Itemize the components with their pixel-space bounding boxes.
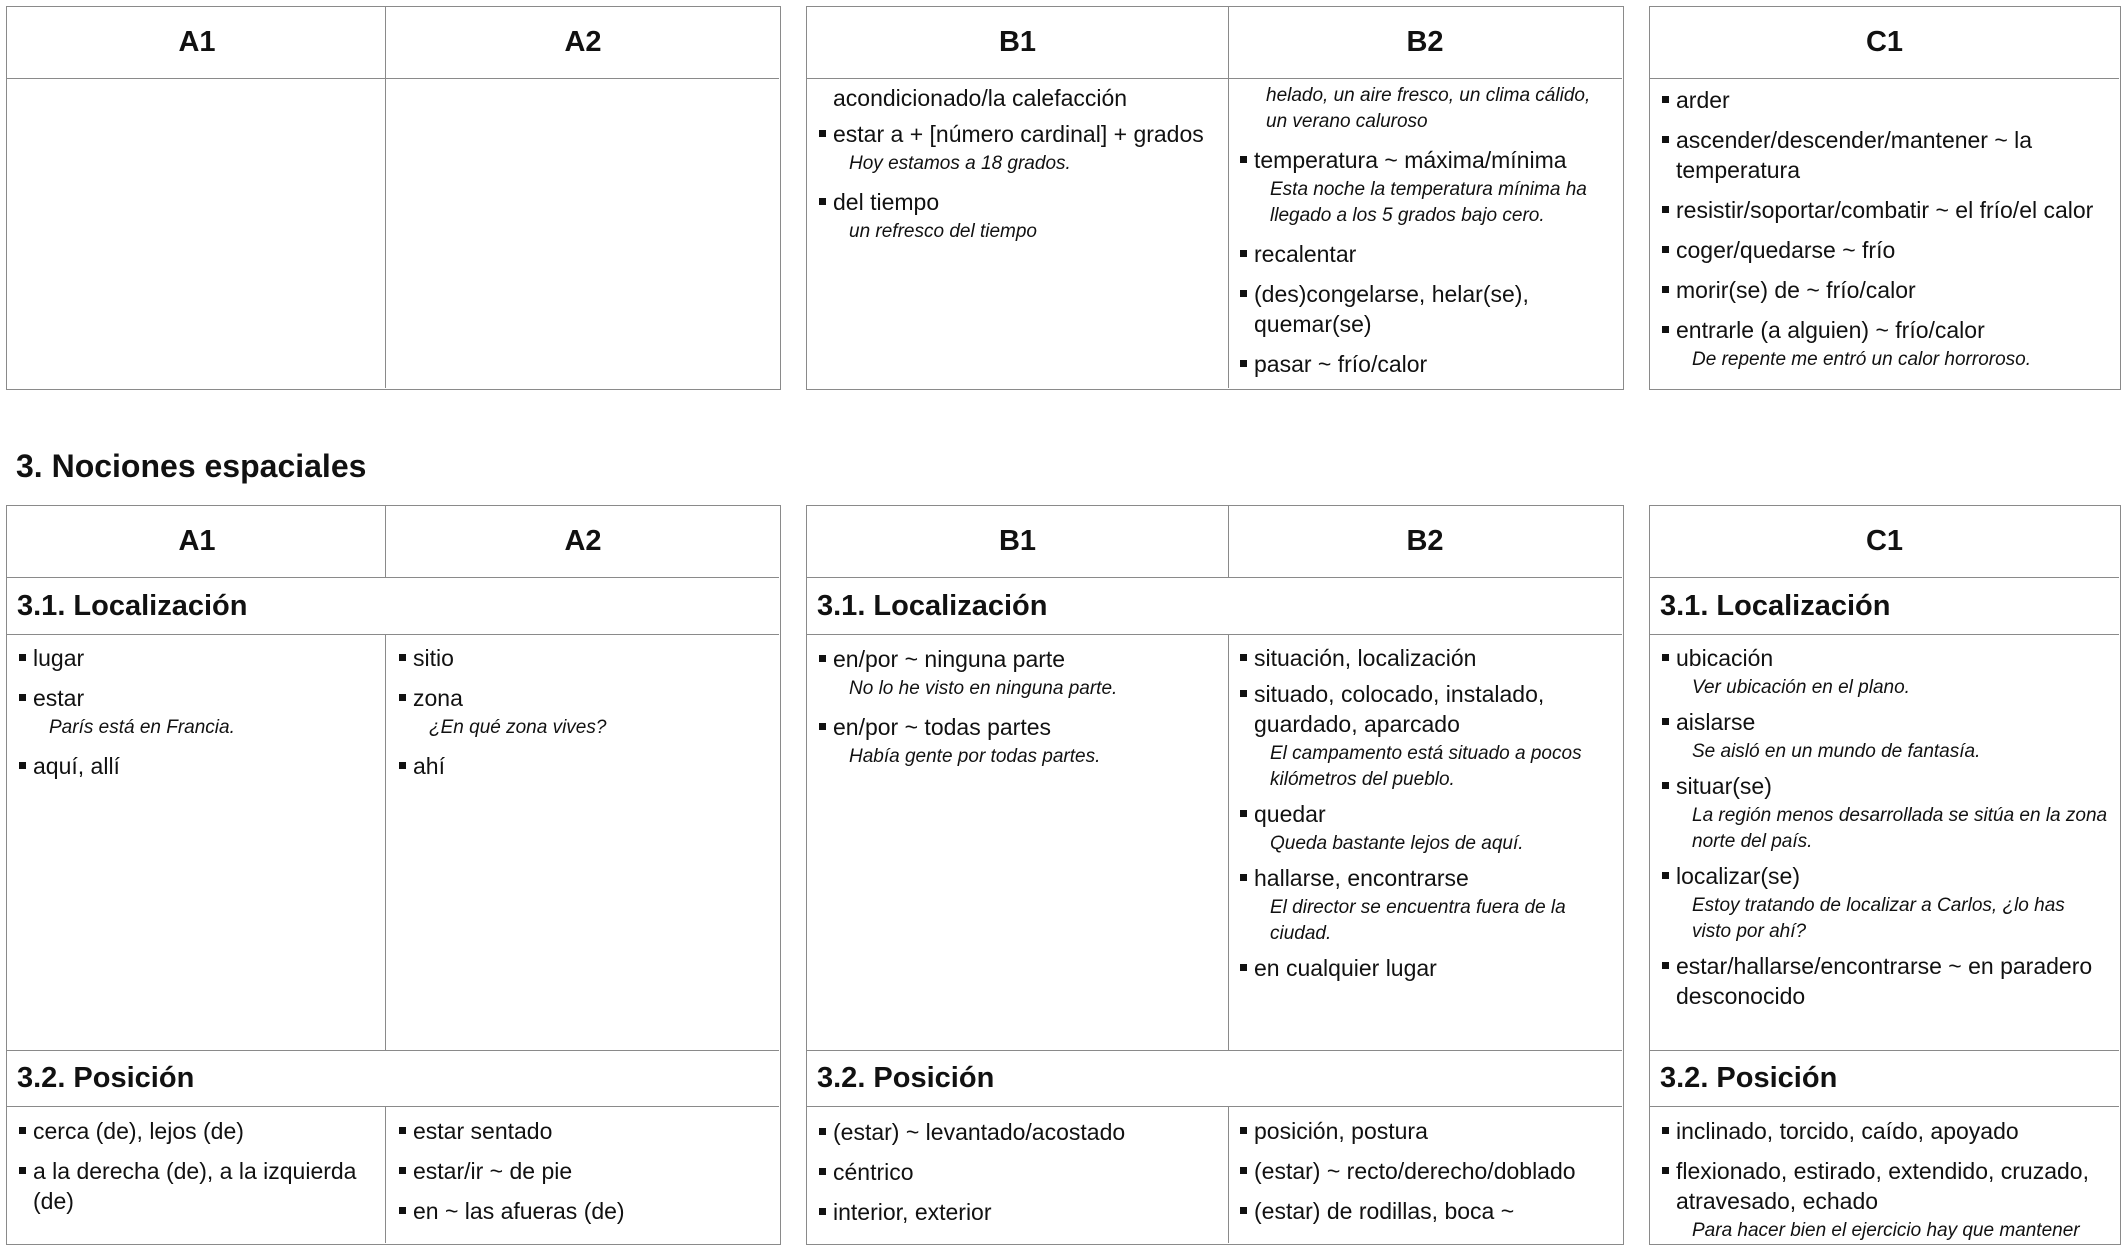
example: De repente me entró un calor horroroso. xyxy=(1692,349,2032,370)
top-table-a xyxy=(6,6,781,390)
bottom-table-b xyxy=(806,505,1624,1245)
divider xyxy=(385,506,386,578)
header-a2: A2 xyxy=(387,7,779,79)
list-item: situar(se) La región menos desarrollada se sitúa en la zona norte del país. xyxy=(1660,771,2109,855)
list-item: ascender/descender/mantener ~ la temperatura xyxy=(1660,125,2109,185)
list-item: inclinado, torcido, caído, apoyado xyxy=(1660,1116,2109,1146)
list-item: aislarse Se aisló en un mundo de fantasía. xyxy=(1660,707,2109,765)
subheading-localizacion: 3.1. Localización xyxy=(1660,589,1891,622)
pos-a1-cell xyxy=(7,1116,385,1243)
list-item: coger/quedarse ~ frío xyxy=(1660,235,2109,265)
list-item: estar/ir ~ de pie xyxy=(397,1156,769,1186)
list-item: arder xyxy=(1660,85,2109,115)
divider xyxy=(1650,1106,2119,1107)
list-item: hallarse, encontrarse El director se encuentra fuera de la ciudad. xyxy=(1238,863,1612,947)
subheading-posicion: 3.2. Posición xyxy=(817,1061,995,1094)
list-item: estar sentado xyxy=(397,1116,769,1146)
bottom-table-c xyxy=(1649,505,2121,1245)
loc-a1-cell xyxy=(7,643,385,1043)
list-item: (des)congelarse, helar(se), quemar(se) xyxy=(1238,279,1612,339)
list-item: del tiempo un refresco del tiempo xyxy=(817,187,1218,245)
top-table-b xyxy=(806,6,1624,390)
example: Ver ubicación en el plano. xyxy=(1692,677,1910,698)
loc-c1-cell xyxy=(1650,643,2119,1050)
list-item: posición, postura xyxy=(1238,1116,1612,1146)
header-b1: B1 xyxy=(807,7,1228,79)
header-c1: C1 xyxy=(1650,7,2119,79)
pos-a2-cell xyxy=(387,1116,779,1243)
list-item: resistir/soportar/combatir ~ el frío/el calor xyxy=(1660,195,2109,225)
list-item: situado, colocado, instalado, guardado, aparcado El campamento está situado a pocos kilómetros del pueblo. xyxy=(1238,679,1612,793)
list-item: (estar) ~ levantado/acostado xyxy=(817,1117,1218,1147)
example: París está en Francia. xyxy=(49,717,235,738)
divider xyxy=(385,7,386,388)
divider xyxy=(7,634,779,635)
divider xyxy=(1650,634,2119,635)
list-item: ubicación Ver ubicación en el plano. xyxy=(1660,643,2109,701)
list-item: zona ¿En qué zona vives? xyxy=(397,683,769,741)
divider xyxy=(7,1106,779,1107)
divider xyxy=(385,1106,386,1243)
list-item: cerca (de), lejos (de) xyxy=(17,1116,375,1146)
list-item: morir(se) de ~ frío/calor xyxy=(1660,275,2109,305)
list-item: en/por ~ ninguna parte No lo he visto en ninguna parte. xyxy=(817,644,1218,702)
list-item: temperatura ~ máxima/mínima Esta noche la temperatura mínima ha llegado a los 5 grados bajo cero. xyxy=(1238,145,1612,229)
example: La región menos desarrollada se sitúa en la zona norte del país. xyxy=(1692,805,2108,852)
list-item: estar a + [número cardinal] + grados Hoy estamos a 18 grados. xyxy=(817,119,1218,177)
pos-b1-cell xyxy=(807,1117,1228,1243)
top-c1-cell xyxy=(1650,85,2119,388)
list-item: flexionado, estirado, extendido, cruzado, atravesado, echado Para hacer bien el ejercicio hay que mantener xyxy=(1660,1156,2109,1243)
list-item: sitio xyxy=(397,643,769,673)
pos-c1-cell xyxy=(1650,1116,2119,1243)
example: Se aisló en un mundo de fantasía. xyxy=(1692,741,1981,762)
divider xyxy=(385,634,386,1050)
list-item: estar/hallarse/encontrarse ~ en paradero desconocido xyxy=(1660,951,2109,1011)
section-title: 3. Nociones espaciales xyxy=(16,448,367,484)
divider xyxy=(807,1106,1622,1107)
list-item: a la derecha (de), a la izquierda (de) xyxy=(17,1156,375,1216)
example: Hoy estamos a 18 grados. xyxy=(849,153,1071,174)
list-item: céntrico xyxy=(817,1157,1218,1187)
list-item: pasar ~ frío/calor xyxy=(1238,349,1612,379)
header-c1: C1 xyxy=(1650,506,2119,578)
list-item: ahí xyxy=(397,751,769,781)
loc-b2-cell xyxy=(1228,643,1622,1048)
bottom-table-a xyxy=(6,505,781,1245)
subheading-localizacion: 3.1. Localización xyxy=(17,589,248,622)
example: ¿En qué zona vives? xyxy=(429,717,607,738)
loc-b1-cell xyxy=(807,644,1228,1044)
list-item: situación, localización xyxy=(1238,643,1612,673)
list-item: estar París está en Francia. xyxy=(17,683,375,741)
list-item: interior, exterior xyxy=(817,1197,1218,1227)
list-item: quedar Queda bastante lejos de aquí. xyxy=(1238,799,1612,857)
list-item: en cualquier lugar xyxy=(1238,953,1612,983)
header-b1: B1 xyxy=(807,506,1228,578)
example: No lo he visto en ninguna parte. xyxy=(849,678,1118,699)
example: El campamento está situado a pocos kilómetros del pueblo. xyxy=(1270,743,1582,790)
header-a1: A1 xyxy=(7,7,387,79)
example: Estoy tratando de localizar a Carlos, ¿lo has visto por ahí? xyxy=(1692,895,2065,942)
list-item: (estar) de rodillas, boca ~ xyxy=(1238,1196,1612,1226)
example: un refresco del tiempo xyxy=(849,221,1037,242)
list-item: en ~ las afueras (de) xyxy=(397,1196,769,1226)
list-item: (estar) ~ recto/derecho/doblado xyxy=(1238,1156,1612,1186)
top-table-c xyxy=(1649,6,2121,390)
top-b2-cell xyxy=(1228,83,1622,388)
divider xyxy=(1228,506,1229,578)
subheading-localizacion: 3.1. Localización xyxy=(817,589,1048,622)
divider xyxy=(807,634,1622,635)
list-item: lugar xyxy=(17,643,375,673)
header-b2: B2 xyxy=(1228,506,1622,578)
loc-a2-cell xyxy=(387,643,779,1043)
pos-b2-cell xyxy=(1228,1116,1622,1243)
continued-example: helado, un aire fresco, un clima cálido, un verano caluroso xyxy=(1266,85,1591,132)
example: Había gente por todas partes. xyxy=(849,746,1101,767)
list-item: en/por ~ todas partes Había gente por todas partes. xyxy=(817,712,1218,770)
example: Para hacer bien el ejercicio hay que mantener xyxy=(1692,1220,2080,1241)
continued-text: acondicionado/la calefacción xyxy=(833,85,1128,111)
subheading-posicion: 3.2. Posición xyxy=(17,1061,195,1094)
list-item: recalentar xyxy=(1238,239,1612,269)
top-b1-cell xyxy=(807,83,1228,388)
header-a2: A2 xyxy=(387,506,779,578)
header-b2: B2 xyxy=(1228,7,1622,79)
example: Esta noche la temperatura mínima ha llegado a los 5 grados bajo cero. xyxy=(1270,179,1587,226)
list-item: localizar(se) Estoy tratando de localizar a Carlos, ¿lo has visto por ahí? xyxy=(1660,861,2109,945)
list-item: entrarle (a alguien) ~ frío/calor De repente me entró un calor horroroso. xyxy=(1660,315,2109,373)
header-a1: A1 xyxy=(7,506,387,578)
example: Queda bastante lejos de aquí. xyxy=(1270,833,1524,854)
example: El director se encuentra fuera de la ciudad. xyxy=(1270,897,1566,944)
subheading-posicion: 3.2. Posición xyxy=(1660,1061,1838,1094)
list-item: aquí, allí xyxy=(17,751,375,781)
